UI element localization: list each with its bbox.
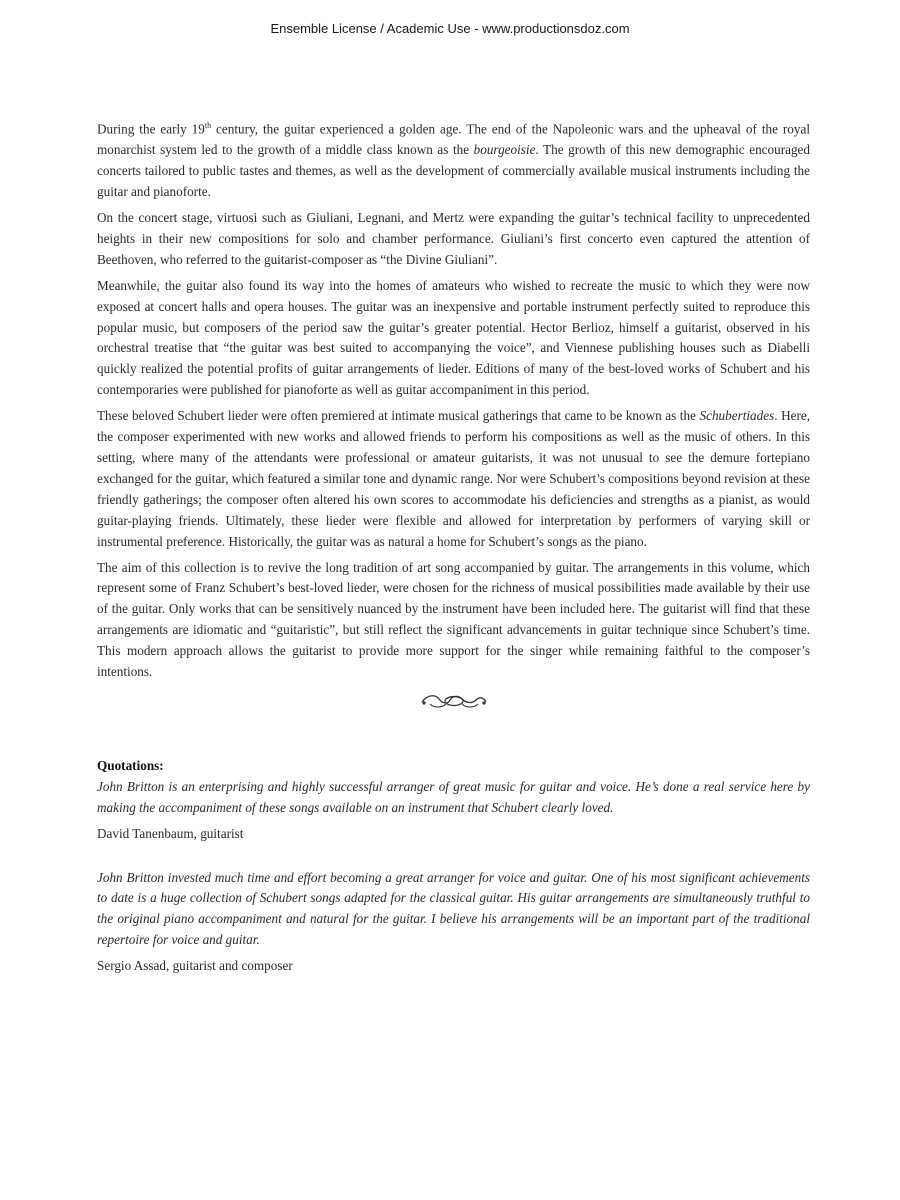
quote-attribution: David Tanenbaum, guitarist	[97, 825, 244, 841]
quote-block	[97, 777, 810, 845]
paragraph-amateurs: Meanwhile, the guitar also found its way into the homes of amateurs who wished to recreate the music to which they were now exposed at concert halls and opera houses. The guitar was an inexpensive and portable instrument perfectly suited to reproduce this popular music, but composers of the period saw the guitar’s greater potential. Hector Berlioz, himself a guitarist, observed in his orchestral treatise that “the guitar was best suited to accompanying the voice”, and Viennese publishing houses such as Diabelli quickly realized the potential profits of guitar arrangements of lieder. Editions of many of the best-loved works of Schubert and his contemporaries were published for pianoforte as well as guitar accompaniment in this period.	[97, 277, 810, 398]
quote-text: John Britton is an enterprising and highly successful arranger of great music for guitar and voice. He’s done a real service here by making the accompaniment of these songs available on an instrument that Schubert clearly loved.	[97, 778, 810, 815]
paragraph-collection-aim: The aim of this collection is to revive the long tradition of art song accompanied by guitar. The arrangements in this volume, which represent some of Franz Schubert’s best-loved lieder, were chosen for the richness of musical possibilities made available by their use of the guitar. Only works that can be sensitively nuanced by the instrument have been included here. The guitarist will find that these arrangements are idiomatic and “guitaristic”, but still reflect the significant advancements in guitar technique since Schubert’s time. This modern approach allows the guitarist to provide more support for the singer while remaining faithful to the composer’s intentions.	[97, 559, 810, 680]
quote-attribution: Sergio Assad, guitarist and composer	[97, 958, 293, 974]
license-header: Ensemble License / Academic Use - www.productionsdoz.com	[270, 21, 630, 36]
paragraph-concert-stage: On the concert stage, virtuosi such as Giuliani, Legnani, and Mertz were expanding the guitar’s technical facility to unprecedented heights in their new compositions for solo and chamber performance. Giuliani’s first concerto even captured the attention of Beethoven, who referred to the guitarist-composer as “the Divine Giuliani”.	[97, 210, 810, 267]
paragraph-schubertiades	[97, 406, 810, 552]
paragraph-text: century, the guitar experienced a golden age. The end of the Napoleonic wars and the upheaval of the royal monarchist system led to the growth of a middle class known as the	[97, 121, 810, 158]
quotations-heading: Quotations:	[97, 757, 164, 773]
paragraph-text: During the early 19	[97, 121, 205, 137]
quote-text: John Britton invested much time and effort becoming a great arranger for voice and guitar. One of his most significant achievements to date is a huge collection of Schubert songs adapted for the classical guitar. His guitar arrangements are simultaneously truthful to the original piano accompaniment and natural for the guitar. I believe his arrangements will be an important part of the traditional repertoire for voice and guitar.	[97, 869, 810, 948]
paragraph-text: . Here, the composer experimented with new works and allowed friends to perform his compositions as well as the music of others. In this setting, where many of the attendants were professional or amateur guitarists, it was not unusual to see the demure fortepiano exchanged for the guitar, which featured a similar tone and dynamic range. Nor were Schubert’s compositions beyond revision at these friendly gatherings; the composer often altered his own scores to accommodate his deficiencies and strengths as a pianist, as would guitar-playing friends. Ultimately, these lieder were flexible and allowed for interpretation by performers of varying skill or instrumental preference. Historically, the guitar was as natural a home for Schubert’s songs as the piano.	[97, 408, 811, 549]
quote-block	[97, 868, 810, 978]
flourish-ornament-icon	[97, 690, 810, 716]
document-body	[97, 116, 810, 982]
paragraph-golden-age	[97, 116, 810, 203]
ordinal-suffix: th	[204, 121, 212, 130]
emphasized-term: Schubertiades	[699, 408, 775, 424]
emphasized-term: bourgeoisie	[473, 142, 536, 158]
paragraph-text: These beloved Schubert lieder were often premiered at intimate musical gatherings that came to be known as the	[97, 408, 700, 424]
paragraph-text: . The growth of this new demographic encouraged concerts tailored to public tastes and themes, as well as the development of commercially available musical instruments including the guitar and pianoforte.	[97, 142, 810, 200]
